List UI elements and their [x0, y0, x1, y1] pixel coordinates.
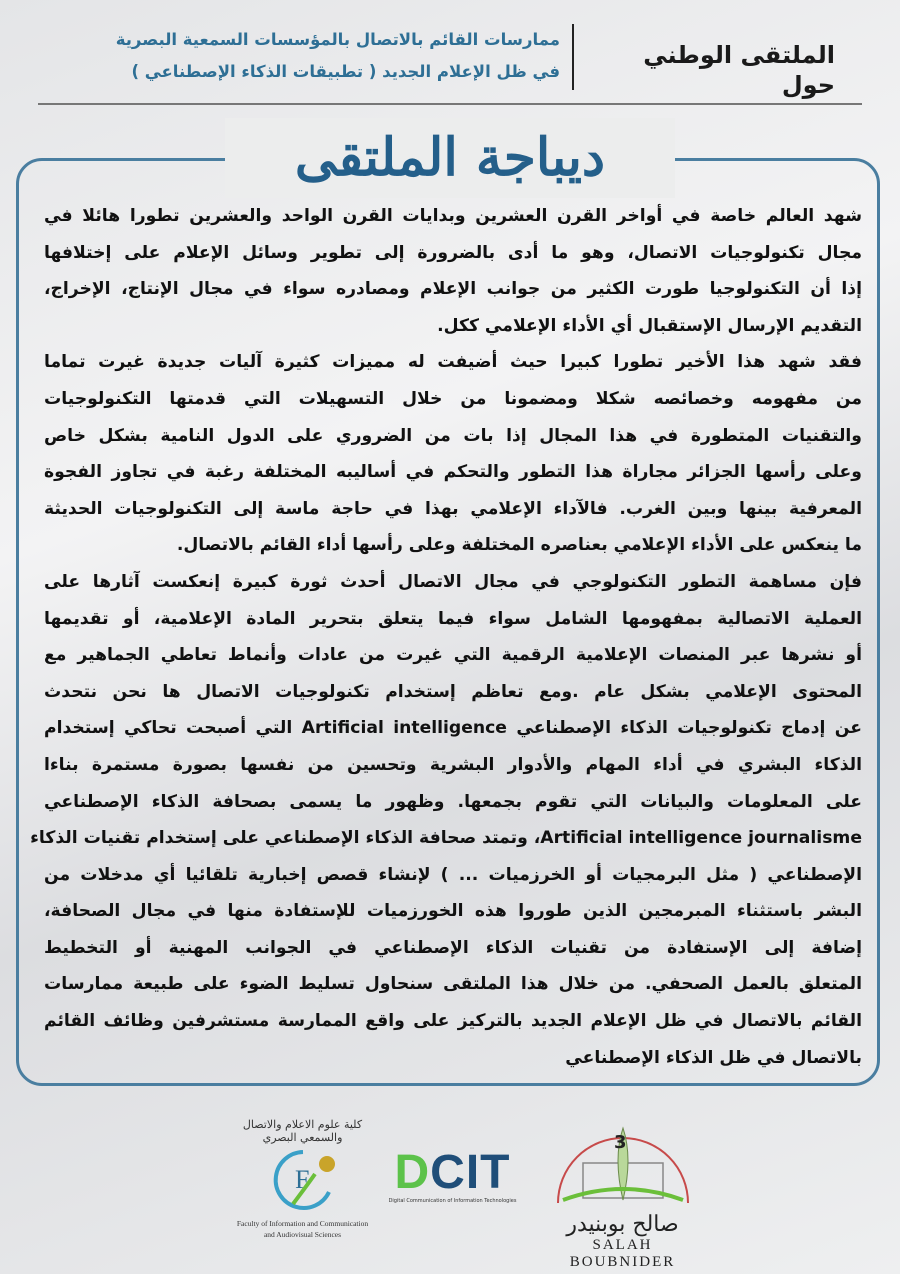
text-line: القائم بالاتصال في ظل الإعلام الجديد بالتركيز على واقع الممارسة مستشرفين وظائف القائم — [44, 1011, 862, 1032]
text-line: أو نشرها عبر المنصات الإعلامية الرقمية التي غيرت من عادات وأنماط تعاطي الجماهير مع — [44, 645, 862, 666]
svg-text:3: 3 — [613, 1132, 627, 1153]
text-line: فإن مساهمة التطور التكنولوجي في مجال الاتصال أحدث ثورة كبيرة إنعكست آثارها على — [44, 571, 862, 592]
header-divider — [572, 24, 574, 90]
event-theme — [50, 24, 560, 88]
dcit-logo: DCIT Digital Communication of Information Technologies — [388, 1146, 517, 1204]
text-line: المحتوى الإعلامي بشكل عام .ومع تعاظم إستخدام تكنولوجيات الاتصال ها نحن نتحدث — [44, 681, 862, 702]
text-line: وعلى رأسها الجزائر مجاراة هذا التطور والتحكم في أساليبه المختلفة رغبة في تجاوز الفجوة — [44, 462, 862, 483]
faculty-logo: كلية علوم الاعلام والاتصال والسمعي البصري F Faculty of Information and Communication and Audiovisual Sciences — [236, 1118, 369, 1239]
text-line: المتعلق بالعمل الصحفي. من خلال هذا الملتقى سنحاول تسليط الضوء على طبيعة ممارسات — [44, 974, 862, 995]
text-line: البشر باستثناء المبرمجين الذين طوروا هذه الخورزميات للإستفادة منها في مجال الصحافة، — [44, 901, 862, 922]
svg-text:F: F — [294, 1165, 309, 1194]
university-emblem-icon — [548, 1118, 698, 1208]
theme-line-2: في ظل الإعلام الجديد ( تطبيقات الذكاء الإصطناعي ) — [131, 62, 560, 81]
text-line: العملية الاتصالية بمفهومها الشامل سواء فيما يتعلق بتحرير المادة الإعلامية، أو تقديمها — [44, 608, 862, 629]
text-line: شهد العالم خاصة في أواخر القرن العشرين وبدايات القرن الواحد والعشرين تطورا هائلا في — [44, 206, 862, 226]
text-line: Artificial intelligence journalisme، وتمتد صحافة الذكاء الإصطناعي على إستخدام تقنيات الذكاء — [30, 828, 862, 849]
text-line: الذكاء البشري في أداء المهام والأدوار البشرية وتحسين من نفسها بصورة مستمرة بناءا — [44, 754, 862, 775]
text-line: على المعلومات والبيانات التي تقوم بجمعها. وظهور ما يسمى بصحافة الذكاء الإصطناعي — [44, 791, 862, 812]
text-line: المعرفية بينها وبين الغرب. فالآداء الإعلامي بهذا في حاجة ماسة إلى التكنولوجيات الحديثة — [44, 498, 862, 519]
text-line: والتقنيات المتطورة في هذا المجال إذا بات من الضروري على الدول النامية بشكل خاص — [44, 425, 862, 446]
logos-footer — [0, 1118, 900, 1268]
text-line: التقديم الإرسال الإستقبال أي الأداء الإعلامي ككل. — [437, 315, 862, 336]
text-line: إضافة إلى الإستفادة من تقنيات الذكاء الإصطناعي في الجوانب المهنية أو التخطيط — [44, 937, 862, 958]
page-title: ديباجة الملتقى — [225, 118, 675, 198]
text-line: عن إدماج تكنولوجيات الذكاء الإصطناعي Artificial intelligence التي أصبحت تحاكي إستخدام — [44, 718, 862, 739]
text-line: من مفهومه وخصائصه شكلا ومضمونا من خلال التسهيلات التي قدمتها التكنولوجيات — [44, 388, 862, 409]
text-line: الإصطناعي ( مثل البرمجيات أو الخرزميات ... ) لإنشاء قصص إخبارية تلقائيا أي مدخلات من — [44, 864, 862, 885]
text-line: إذا أن التكنولوجيا طورت الكثير من جوانب الإعلام ومصادره سواء في مجال الإنتاج، الإخراج، — [44, 279, 862, 300]
header-rule — [38, 103, 862, 105]
faculty-emblem-icon — [263, 1144, 343, 1214]
preamble-text — [30, 198, 862, 1076]
theme-line-1: ممارسات القائم بالاتصال بالمؤسسات السمعية البصرية — [115, 30, 560, 49]
text-line: مجال تكنولوجيات الاتصال، وهو ما أدى بالضرورة إلى تطوير وسائل الإعلام على إختلافها — [44, 242, 862, 263]
event-label: الملتقى الوطني حول — [643, 41, 835, 99]
text-line: ما ينعكس على الأداء الإعلامي بعناصره المختلفة وعلى رأسها أداء القائم بالاتصال. — [176, 535, 862, 556]
text-line: فقد شهد هذا الأخير تطورا كبيرا حيث أضيفت له مميزات كثيرة آليات جديدة غيرت تماما — [44, 352, 862, 373]
text-line: بالاتصال في ظل الذكاء الإصطناعي — [565, 1047, 862, 1068]
university-logo: 3 صالح بوبنيدر SALAH BOUBNIDER — [540, 1118, 705, 1271]
